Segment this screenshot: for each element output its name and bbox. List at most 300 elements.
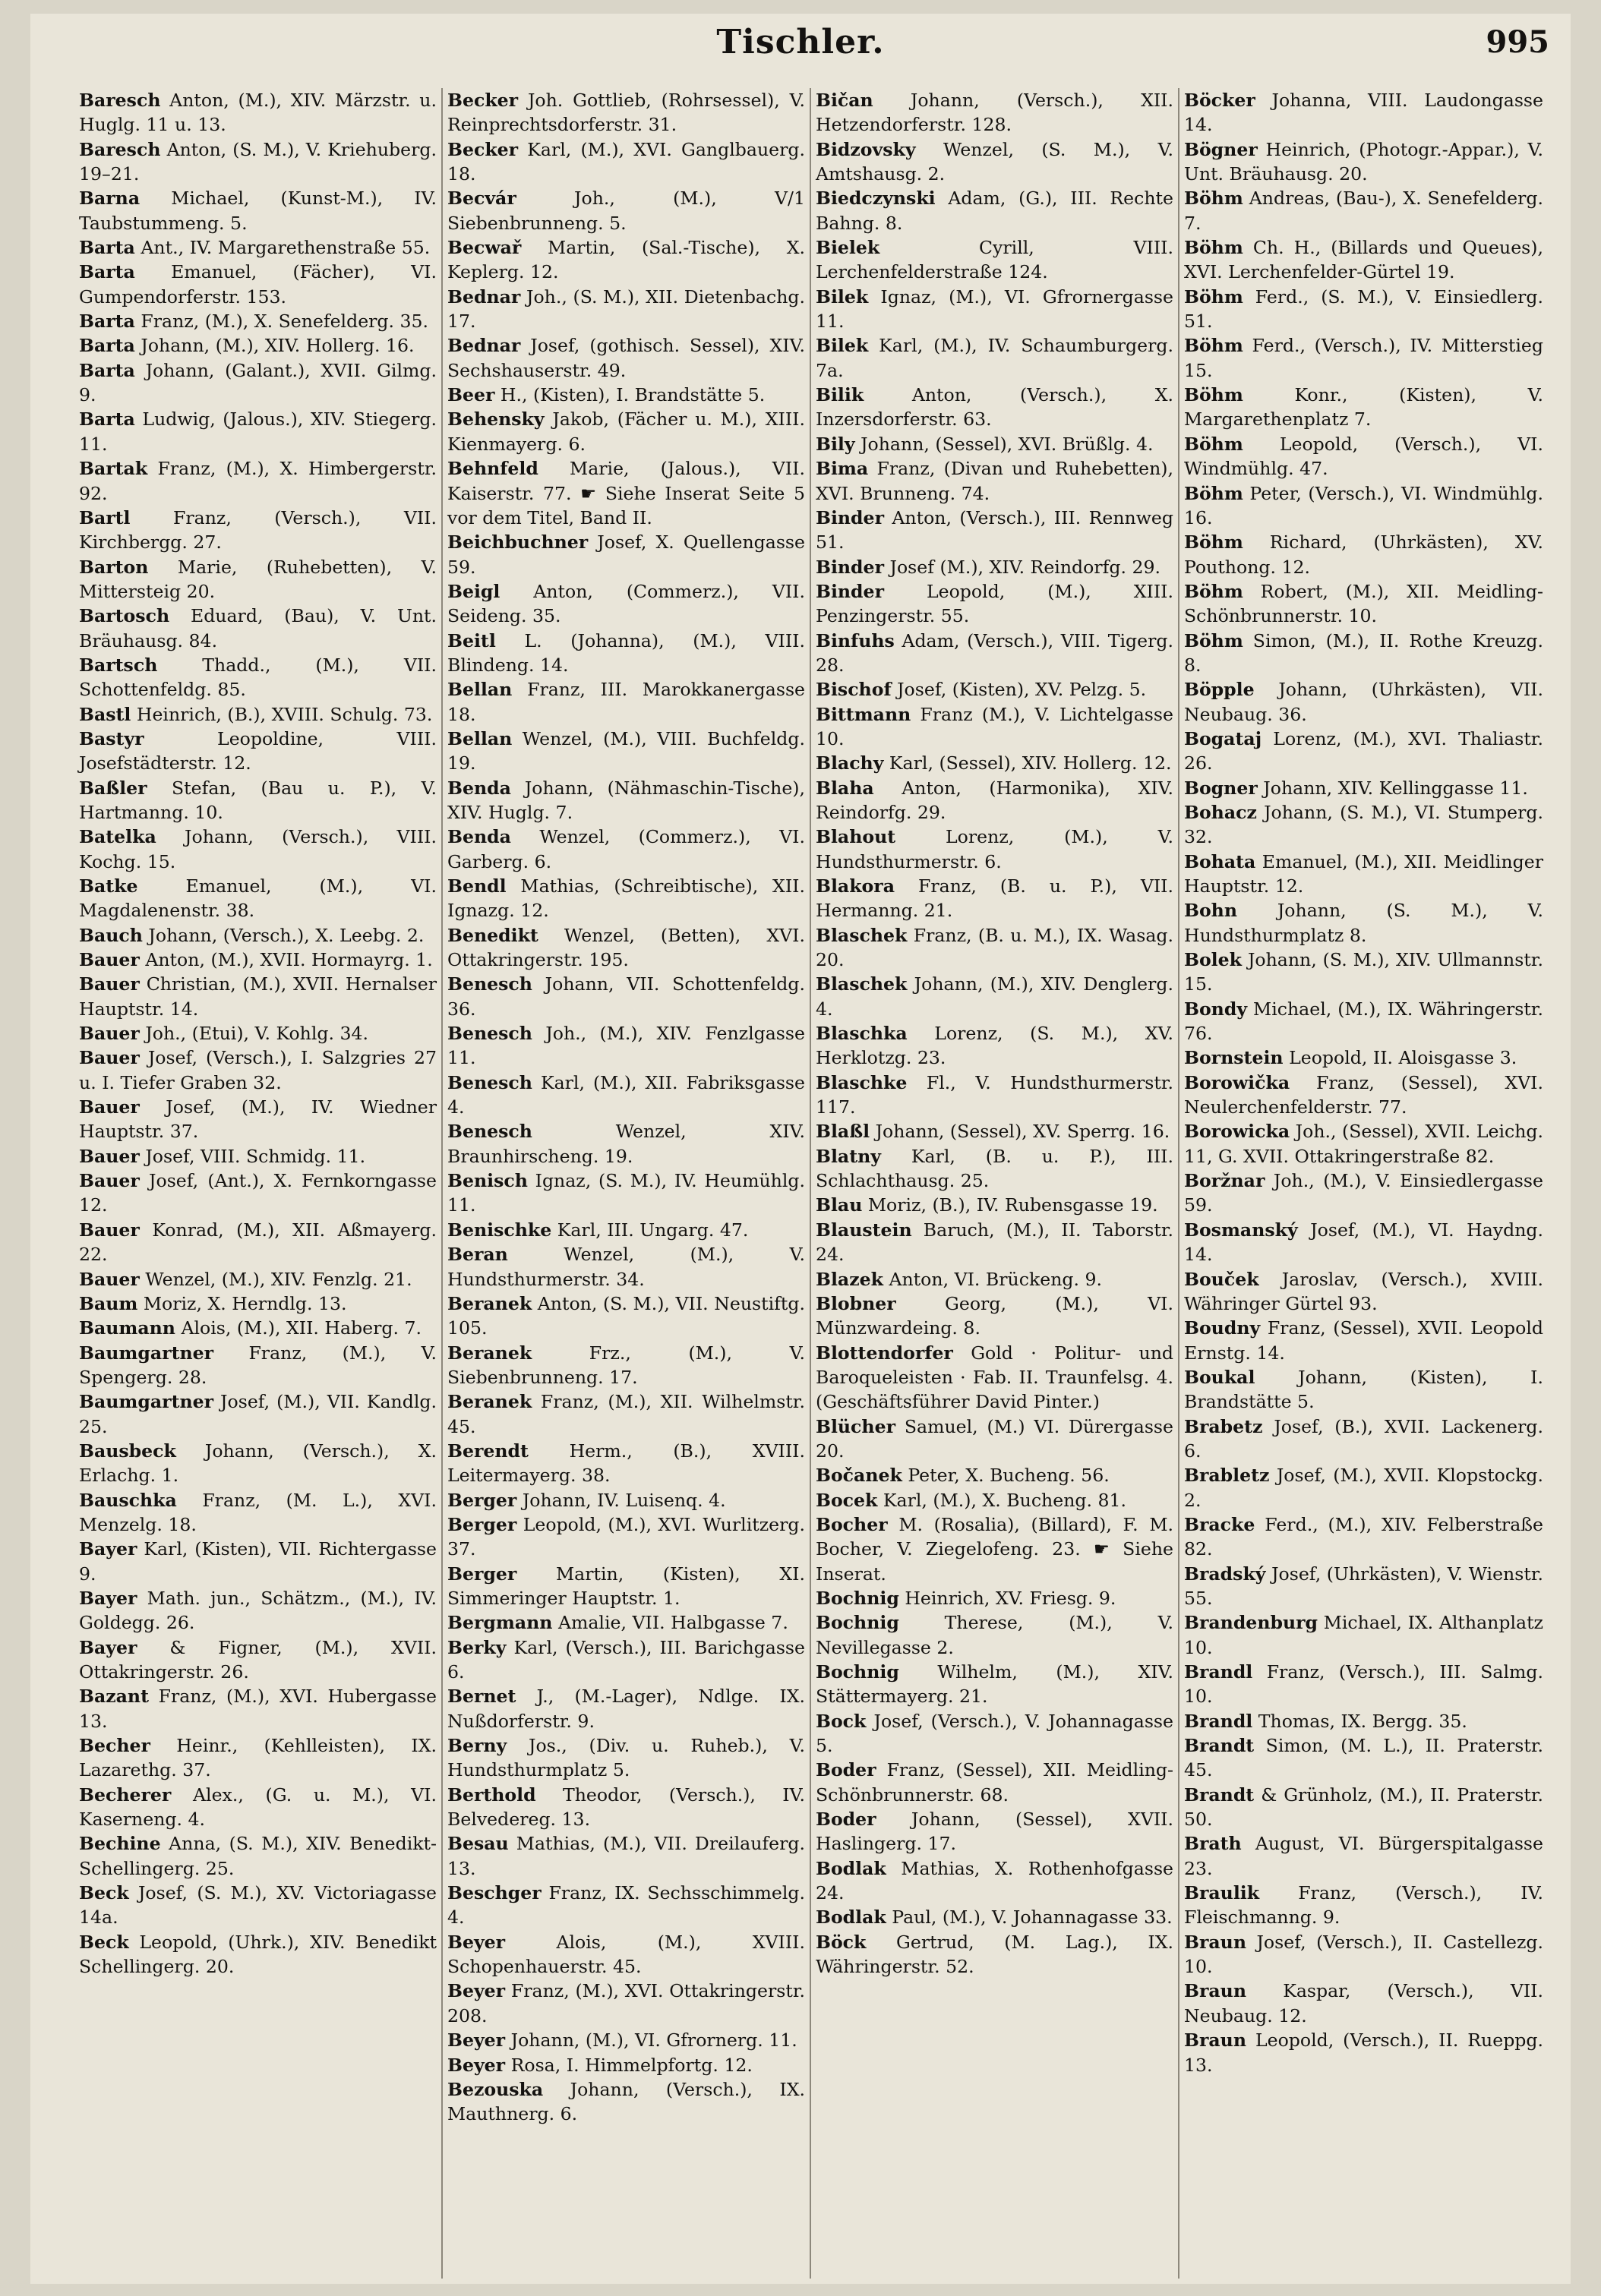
directory-entry xyxy=(79,358,437,408)
directory-entry xyxy=(1184,1783,1543,1832)
entry-details: Anton, (Versch.), III. Rennweg 51. xyxy=(816,506,1173,554)
directory-entry xyxy=(816,1071,1173,1120)
entry-details: Paul, (M.), V. Johannagasse 33. xyxy=(892,1906,1173,1929)
directory-entry xyxy=(447,1488,805,1512)
directory-entry xyxy=(1184,800,1543,850)
directory-page xyxy=(30,14,1571,2284)
entry-name: Behnfeld xyxy=(447,458,538,480)
entry-details: Fl., V. Hundsthurmerstr. 117. xyxy=(816,1071,1173,1118)
entry-details: Leopold, (Uhrk.), XIV. Benedikt Schellingerg. 20. xyxy=(79,1931,437,1978)
directory-entry xyxy=(816,506,1173,555)
entry-details: Martin, (Sal.-Tische), X. Keplerg. 12. xyxy=(447,237,806,283)
entry-name: Barta xyxy=(79,261,135,283)
directory-entry xyxy=(1184,1660,1543,1709)
directory-entry xyxy=(816,677,1173,702)
entry-details: Josef, (Versch.), II. Castellezg. 10. xyxy=(1184,1931,1544,1978)
entry-details: Karl, (M.), XII. Fabriksgasse 4. xyxy=(447,1071,805,1118)
entry-details: L. (Johanna), (M.), VIII. Blindeng. 14. xyxy=(447,629,805,676)
entry-details: Franz, (M.), X. Senefelderg. 35. xyxy=(141,311,429,333)
directory-entry xyxy=(447,579,805,629)
entry-name: Behensky xyxy=(447,408,545,430)
directory-entry xyxy=(1184,1267,1543,1317)
entry-name: Bochnig xyxy=(816,1587,899,1609)
directory-entry xyxy=(816,1807,1173,1856)
directory-entry xyxy=(447,1119,805,1168)
entry-name: Brandt xyxy=(1184,1784,1255,1806)
directory-entry xyxy=(1184,1709,1543,1733)
entry-name: Böcker xyxy=(1184,90,1255,111)
directory-entry xyxy=(816,1267,1173,1292)
directory-entry xyxy=(1184,137,1543,187)
entry-details: Konrad, (M.), XII. Aßmayerg. 22. xyxy=(79,1219,437,1266)
entry-details: Lorenz, (M.), V. Hundsthurmerstr. 6. xyxy=(816,826,1173,872)
directory-entry xyxy=(816,874,1173,923)
entry-name: Braun xyxy=(1184,1931,1246,1953)
entry-name: Barna xyxy=(79,188,141,210)
entry-details: Johann, (S. M.), XIV. Ullmannstr. 15. xyxy=(1184,949,1543,995)
entry-details: Leopold, (Versch.), II. Rueppg. 13. xyxy=(1184,2030,1544,2076)
directory-entry xyxy=(816,923,1173,973)
entry-details: Theodor, (Versch.), IV. Belvedereg. 13. xyxy=(447,1784,805,1831)
column-2 xyxy=(443,88,811,2279)
entry-name: Bocher xyxy=(816,1513,888,1535)
entry-details: Martin, (Kisten), XI. Simmeringer Hauptstr. 1. xyxy=(447,1563,806,1609)
entry-details: Ignaz, (S. M.), IV. Heumühlg. 11. xyxy=(447,1170,805,1216)
directory-entry xyxy=(79,309,437,333)
entry-details: Johann, (Uhrkästen), VII. Neubaug. 36. xyxy=(1184,679,1543,725)
entry-name: Beck xyxy=(79,1931,129,1953)
directory-entry xyxy=(1184,579,1543,629)
entry-name: Bellan xyxy=(447,679,513,701)
entry-name: Bradský xyxy=(1184,1563,1266,1585)
entry-name: Brandl xyxy=(1184,1661,1253,1683)
column-1 xyxy=(74,88,443,2279)
entry-name: Berky xyxy=(447,1636,507,1658)
entry-name: Brandl xyxy=(1184,1710,1253,1732)
directory-entry xyxy=(447,1930,805,1979)
entry-name: Bohata xyxy=(1184,850,1256,872)
directory-entry xyxy=(447,776,805,825)
directory-entry xyxy=(79,1144,437,1168)
directory-entry xyxy=(447,2053,805,2077)
directory-entry xyxy=(79,825,437,874)
entry-details: Josef, VIII. Schmidg. 11. xyxy=(145,1145,366,1167)
entry-details: Johann, (Versch.), X. Leebg. 2. xyxy=(148,924,425,946)
entry-name: Bochnig xyxy=(816,1661,899,1683)
entry-details: Josef, (M.), VI. Haydng. 14. xyxy=(1184,1219,1543,1266)
directory-entry xyxy=(1184,629,1543,678)
directory-entry xyxy=(79,1341,437,1390)
directory-entry xyxy=(447,1783,805,1832)
entry-details: Wenzel, (M.), VIII. Buchfeldg. 19. xyxy=(447,727,805,774)
entry-name: Bauer xyxy=(79,949,140,971)
entry-name: Baresch xyxy=(79,90,161,111)
directory-entry xyxy=(79,456,437,506)
entry-details: Leopold, (M.), XIII. Penzingerstr. 55. xyxy=(816,580,1174,627)
directory-entry xyxy=(79,333,437,358)
entry-name: Boder xyxy=(816,1809,876,1831)
directory-entry xyxy=(816,1930,1173,1979)
entry-name: Böhm xyxy=(1184,188,1243,210)
entry-details: & Grünholz, (M.), II. Praterstr. 50. xyxy=(1184,1784,1543,1831)
entry-name: Beschger xyxy=(447,1882,542,1904)
directory-entry xyxy=(816,285,1173,334)
entry-name: Beranek xyxy=(447,1391,532,1413)
entry-details: Franz, (B. u. M.), IX. Wasag. 20. xyxy=(816,924,1173,971)
directory-entry xyxy=(79,407,437,456)
entry-name: Baresch xyxy=(79,138,161,160)
entry-name: Bartosch xyxy=(79,605,170,627)
directory-entry xyxy=(447,1389,805,1439)
directory-entry xyxy=(816,1218,1173,1267)
directory-entry xyxy=(79,1635,437,1685)
entry-name: Bernet xyxy=(447,1686,516,1708)
directory-entry xyxy=(447,1021,805,1071)
entry-name: Böhm xyxy=(1184,285,1243,308)
entry-name: Bornstein xyxy=(1184,1047,1284,1069)
page-number: 995 xyxy=(1486,24,1549,60)
directory-entry xyxy=(447,1071,805,1120)
entry-details: Josef, (Versch.), I. Salzgries 27 u. I. Tiefer Graben 32. xyxy=(79,1047,437,1093)
entry-details: Alex., (G. u. M.), VI. Kaserneng. 4. xyxy=(79,1784,437,1831)
entry-details: Karl, (Sessel), XIV. Hollerg. 12. xyxy=(889,752,1172,774)
entry-details: Wenzel, (S. M.), V. Amtshausg. 2. xyxy=(816,138,1173,185)
entry-name: Bolek xyxy=(1184,949,1242,971)
directory-entry xyxy=(79,948,437,972)
entry-name: Böhm xyxy=(1184,482,1243,504)
entry-name: Bellan xyxy=(447,727,513,749)
directory-entry xyxy=(447,186,805,235)
directory-entry xyxy=(79,1783,437,1832)
entry-details: Johann, (S. M.), V. Hundsthurmplatz 8. xyxy=(1184,900,1543,946)
entry-name: Blahout xyxy=(816,826,896,848)
entry-details: Mathias, X. Rothenhofgasse 24. xyxy=(816,1857,1174,1904)
entry-name: Brandenburg xyxy=(1184,1612,1318,1634)
directory-entry xyxy=(816,1758,1173,1807)
entry-name: Beranek xyxy=(447,1342,532,1364)
entry-name: Binfuhs xyxy=(816,629,895,651)
directory-entry xyxy=(1184,1512,1543,1562)
directory-entry xyxy=(1184,432,1543,481)
entry-name: Bauer xyxy=(79,973,140,995)
entry-name: Böhm xyxy=(1184,335,1243,357)
directory-entry xyxy=(1184,997,1543,1046)
directory-entry xyxy=(447,1733,805,1783)
entry-details: Peter, X. Bucheng. 56. xyxy=(908,1465,1110,1487)
entry-details: Karl, (Versch.), III. Barichgasse 6. xyxy=(447,1636,805,1683)
directory-entry xyxy=(447,1635,805,1685)
entry-details: Franz, (Sessel), XVI. Neulerchenfelderstr. 77. xyxy=(1184,1071,1543,1118)
entry-name: Bauer xyxy=(79,1096,140,1118)
entry-details: Robert, (M.), XII. Meidling-Schönbrunnerstr. 10. xyxy=(1184,580,1543,627)
entry-name: Barta xyxy=(79,408,135,430)
directory-entry xyxy=(816,702,1173,752)
directory-entry xyxy=(79,506,437,555)
directory-entry xyxy=(1184,1218,1543,1267)
entry-name: Barton xyxy=(79,556,149,578)
entry-name: Bastyr xyxy=(79,727,144,749)
directory-entry xyxy=(816,1292,1173,1341)
entry-name: Becker xyxy=(447,90,519,111)
page-title: Tischler. xyxy=(716,23,885,62)
entry-details: Stefan, (Bau u. P.), V. Hartmanng. 10. xyxy=(79,777,437,823)
entry-name: Binder xyxy=(816,580,884,602)
entry-name: Bauer xyxy=(79,1145,140,1167)
entry-name: Benischke xyxy=(447,1219,552,1241)
entry-details: Johann, (M.), VI. Gfrornerg. 11. xyxy=(510,2030,797,2052)
entry-name: Böhm xyxy=(1184,433,1243,455)
directory-entry xyxy=(1184,1414,1543,1464)
entry-details: Johann, (M.), XIV. Hollerg. 16. xyxy=(141,335,415,357)
entry-name: Böhm xyxy=(1184,237,1243,259)
entry-details: Josef, (Ant.), X. Fernkorngasse 12. xyxy=(79,1170,437,1216)
entry-details: Johann, (Sessel), XVII. Haslingerg. 17. xyxy=(816,1809,1173,1855)
entry-name: Boudny xyxy=(1184,1317,1261,1339)
entry-name: Bohn xyxy=(1184,900,1237,922)
entry-name: Brabletz xyxy=(1184,1465,1270,1487)
entry-details: Leopold, II. Aloisgasse 3. xyxy=(1289,1047,1517,1069)
entry-details: Karl, (Kisten), VII. Richtergasse 9. xyxy=(79,1538,437,1585)
directory-entry xyxy=(816,1414,1173,1464)
directory-entry xyxy=(1184,898,1543,948)
directory-entry xyxy=(1184,1316,1543,1365)
entry-name: Beranek xyxy=(447,1292,532,1314)
entry-name: Berny xyxy=(447,1735,507,1757)
directory-entry xyxy=(816,456,1173,506)
directory-entry xyxy=(816,1586,1173,1610)
entry-details: Franz (M.), V. Lichtelgasse 10. xyxy=(816,703,1173,749)
entry-details: & Figner, (M.), XVII. Ottakringerstr. 26. xyxy=(79,1636,437,1683)
directory-entry xyxy=(816,1119,1173,1143)
directory-entry xyxy=(447,727,805,776)
directory-entry xyxy=(1184,727,1543,776)
entry-name: Bauschka xyxy=(79,1489,177,1511)
entry-name: Baumann xyxy=(79,1317,175,1339)
entry-details: Anton, (S. M.), V. Kriehuberg. 19–21. xyxy=(79,138,437,185)
entry-name: Beyer xyxy=(447,2054,506,2076)
directory-entry xyxy=(79,235,437,260)
entry-details: Wenzel, (M.), V. Hundsthurmerstr. 34. xyxy=(447,1244,805,1290)
entry-name: Bima xyxy=(816,458,869,480)
entry-name: Bittmann xyxy=(816,703,911,725)
entry-details: Ignaz, (M.), VI. Gfrornergasse 11. xyxy=(816,285,1174,333)
entry-name: Bily xyxy=(816,433,855,455)
entry-details: Thadd., (M.), VII. Schottenfeldg. 85. xyxy=(79,654,437,701)
entry-details: Jaroslav, (Versch.), XVIII. Währinger Gürtel 93. xyxy=(1184,1268,1544,1314)
entry-details: Johann, (M.), XIV. Denglerg. 4. xyxy=(816,973,1174,1020)
directory-entry xyxy=(816,137,1173,187)
directory-entry xyxy=(79,1168,437,1218)
entry-details: Kaspar, (Versch.), VII. Neubaug. 12. xyxy=(1184,1980,1543,2026)
entry-details: Karl, (M.), XVI. Ganglbauerg. 18. xyxy=(447,138,805,185)
entry-name: Bondy xyxy=(1184,998,1248,1020)
entry-details: Karl, III. Ungarg. 47. xyxy=(557,1219,749,1241)
directory-entry xyxy=(816,1709,1173,1758)
entry-details: Frz., (M.), V. Siebenbrunneng. 17. xyxy=(447,1342,806,1388)
directory-entry xyxy=(79,1930,437,1979)
entry-name: Bezouska xyxy=(447,2078,544,2100)
entry-name: Bodlak xyxy=(816,1857,886,1879)
entry-details: Franz, (M.), XVI. Hubergasse 13. xyxy=(79,1686,437,1732)
directory-entry xyxy=(816,235,1173,285)
entry-name: Barta xyxy=(79,335,135,357)
entry-details: Johann, (Versch.), IX. Mauthnerg. 6. xyxy=(447,2078,805,2125)
entry-name: Beer xyxy=(447,384,495,406)
directory-entry xyxy=(816,1512,1173,1586)
entry-details: Konr., (Kisten), V. Margarethenplatz 7. xyxy=(1184,384,1543,430)
column-3 xyxy=(811,88,1179,2279)
directory-entry xyxy=(1184,1168,1543,1218)
entry-name: Braun xyxy=(1184,2030,1246,2052)
directory-entry xyxy=(816,1660,1173,1709)
entry-name: Bičan xyxy=(816,90,873,111)
entry-name: Blobner xyxy=(816,1292,896,1314)
directory-entry xyxy=(447,88,805,137)
directory-entry xyxy=(447,1610,805,1635)
entry-name: Barta xyxy=(79,359,135,381)
entry-name: Bouček xyxy=(1184,1268,1259,1290)
directory-entry xyxy=(79,1267,437,1292)
entry-details: M. (Rosalia), (Billard), F. M. Bocher, V. Ziegelofeng. 23. ☛ Siehe Inserat. xyxy=(816,1513,1174,1585)
entry-details: Karl, (M.), X. Bucheng. 81. xyxy=(883,1489,1127,1511)
entry-name: Becherer xyxy=(79,1784,172,1806)
directory-entry xyxy=(816,88,1173,137)
entry-details: Johann, (Versch.), XII. Hetzendorferstr. 128. xyxy=(816,90,1174,136)
entry-name: Beichbuchner xyxy=(447,531,589,554)
entry-details: Johann, (Galant.), XVII. Gilmg. 9. xyxy=(79,359,437,406)
entry-name: Baumgartner xyxy=(79,1342,214,1364)
directory-entry xyxy=(816,333,1173,383)
entry-details: Karl, (B. u. P.), III. Schlachthausg. 25. xyxy=(816,1145,1173,1192)
directory-entry xyxy=(816,1341,1173,1414)
directory-entry xyxy=(1184,948,1543,997)
entry-details: H., (Kisten), I. Brandstätte 5. xyxy=(500,384,766,406)
entry-details: Franz, (Sessel), XII. Meidling-Schönbrunnerstr. 68. xyxy=(816,1759,1174,1806)
entry-name: Borowicka xyxy=(1184,1121,1290,1143)
entry-name: Beyer xyxy=(447,1980,506,2002)
entry-name: Benesch xyxy=(447,973,532,995)
entry-details: Michael, (Kunst-M.), IV. Taubstummeng. 5. xyxy=(79,188,437,234)
entry-details: Franz, III. Marokkanergasse 18. xyxy=(447,679,806,725)
directory-entry xyxy=(816,1905,1173,1929)
directory-entry xyxy=(1184,2028,1543,2077)
directory-entry xyxy=(447,530,805,579)
entry-details: Herm., (B.), XVIII. Leitermayerg. 38. xyxy=(447,1440,806,1487)
entry-details: Therese, (M.), V. Nevillegasse 2. xyxy=(816,1612,1174,1658)
entry-name: Baumgartner xyxy=(79,1391,214,1413)
entry-details: Gertrud, (M. Lag.), IX. Währingerstr. 52. xyxy=(816,1931,1173,1978)
entry-details: Joh., (M.), V/1 Siebenbrunneng. 5. xyxy=(447,188,805,234)
entry-details: Johann, (Sessel), XV. Sperrg. 16. xyxy=(875,1121,1170,1143)
entry-name: Böhm xyxy=(1184,629,1243,651)
entry-details: Cyrill, VIII. Lerchenfelderstraße 124. xyxy=(816,237,1174,283)
entry-details: Josef, (B.), XVII. Lackenerg. 6. xyxy=(1184,1415,1543,1462)
directory-entry xyxy=(816,383,1173,432)
entry-details: Johann, (S. M.), VI. Stumperg. 32. xyxy=(1184,801,1543,848)
entry-name: Boder xyxy=(816,1759,876,1781)
entry-name: Binder xyxy=(816,506,884,528)
directory-entry xyxy=(79,923,437,948)
directory-entry xyxy=(79,1733,437,1783)
entry-details: Josef, (gothisch. Sessel), XIV. Sechshauserstr. 49. xyxy=(447,335,806,381)
directory-entry xyxy=(816,972,1173,1021)
entry-name: Boržnar xyxy=(1184,1170,1265,1192)
entry-name: Bielek xyxy=(816,237,880,259)
entry-details: Simon, (M. L.), II. Praterstr. 45. xyxy=(1184,1735,1544,1781)
directory-entry xyxy=(447,874,805,923)
entry-details: Joh., (M.), V. Einsiedlergasse 59. xyxy=(1184,1170,1543,1216)
entry-details: Joh. Gottlieb, (Rohrsessel), V. Reinprechtsdorferstr. 31. xyxy=(447,90,805,136)
directory-entry xyxy=(816,555,1173,579)
entry-name: Blaschka xyxy=(816,1023,908,1045)
directory-entry xyxy=(1184,530,1543,579)
entry-details: Jos., (Div. u. Ruheb.), V. Hundsthurmplatz 5. xyxy=(447,1735,805,1781)
entry-details: Michael, (M.), IX. Währingerstr. 76. xyxy=(1184,998,1543,1045)
directory-entry xyxy=(447,1831,805,1881)
directory-entry xyxy=(1184,1463,1543,1512)
entry-details: Thomas, IX. Bergg. 35. xyxy=(1258,1710,1467,1732)
directory-entry xyxy=(79,1046,437,1095)
entry-name: Bocek xyxy=(816,1489,878,1511)
entry-name: Becher xyxy=(79,1735,150,1757)
entry-name: Bogataj xyxy=(1184,727,1262,749)
directory-entry xyxy=(79,1316,437,1340)
entry-name: Becker xyxy=(447,138,519,160)
entry-details: Wenzel, (M.), XIV. Fenzlg. 21. xyxy=(145,1268,412,1290)
directory-entry xyxy=(79,1881,437,1930)
entry-name: Bilek xyxy=(816,335,869,357)
directory-entry xyxy=(1184,186,1543,235)
entry-name: Bogner xyxy=(1184,777,1258,799)
entry-details: Wenzel, (Commerz.), VI. Garberg. 6. xyxy=(447,826,805,872)
entry-details: Johann, (Versch.), X. Erlachg. 1. xyxy=(79,1440,437,1487)
entry-name: Benesch xyxy=(447,1071,532,1093)
entry-name: Berthold xyxy=(447,1784,536,1806)
entry-name: Bendl xyxy=(447,875,507,897)
entry-details: Johann, (Sessel), XVI. Brüßlg. 4. xyxy=(860,433,1154,455)
entry-name: Batke xyxy=(79,875,138,897)
entry-name: Böhm xyxy=(1184,580,1243,602)
entry-details: Mathias, (Schreibtische), XII. Ignazg. 12. xyxy=(447,875,805,922)
entry-details: Johann, (Kisten), I. Brandstätte 5. xyxy=(1184,1366,1543,1413)
entry-details: Anton, (Commerz.), VII. Seideng. 35. xyxy=(447,580,805,627)
directory-entry xyxy=(1184,333,1543,383)
directory-entry xyxy=(816,776,1173,825)
directory-entry xyxy=(1184,88,1543,137)
entry-name: Berger xyxy=(447,1513,517,1535)
entry-name: Bednar xyxy=(447,335,521,357)
entry-name: Bosmanský xyxy=(1184,1219,1298,1241)
entry-details: Ferd., (M.), XIV. Felberstraße 82. xyxy=(1184,1513,1543,1560)
directory-entry xyxy=(1184,285,1543,334)
entry-details: Franz, (M.), X. Himbergerstr. 92. xyxy=(79,458,437,504)
entry-name: Beyer xyxy=(447,2030,506,2052)
entry-details: Anton, (M.), XVII. Hormayrg. 1. xyxy=(145,949,433,971)
entry-details: Anton, (Harmonika), XIV. Reindorfg. 29. xyxy=(816,777,1174,823)
directory-entry xyxy=(816,1856,1173,1906)
entry-details: Joh., (M.), XIV. Fenzlgasse 11. xyxy=(447,1023,805,1069)
entry-name: Blaha xyxy=(816,777,874,799)
directory-entry xyxy=(1184,1119,1543,1168)
entry-details: Franz, (Sessel), XVII. Leopold Ernstg. 14. xyxy=(1184,1317,1543,1364)
entry-details: Franz, (Divan und Ruhebetten), XVI. Brunneng. 74. xyxy=(816,458,1173,504)
directory-entry xyxy=(816,1021,1173,1071)
entry-details: Karl, (M.), IV. Schaumburgerg. 7a. xyxy=(816,335,1173,381)
entry-name: Blottendorfer xyxy=(816,1342,953,1364)
entry-details: Math. jun., Schätzm., (M.), IV. Goldegg. 26. xyxy=(79,1587,437,1634)
entry-details: Leopold, (M.), XVI. Wurlitzerg. 37. xyxy=(447,1513,805,1560)
entry-details: Franz, (Versch.), IV. Fleischmanng. 9. xyxy=(1184,1882,1543,1929)
